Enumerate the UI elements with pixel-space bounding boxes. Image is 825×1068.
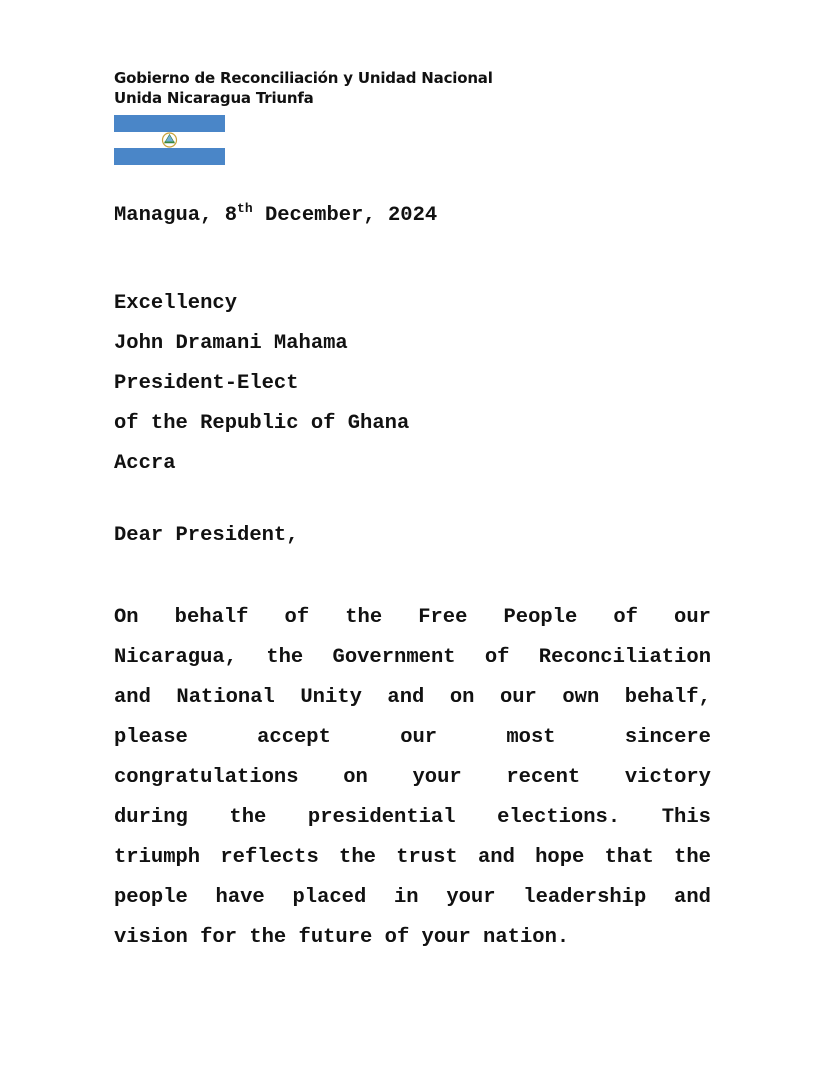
body-line (114, 724, 711, 764)
address-line: President-Elect (114, 372, 299, 395)
body-word: during (114, 806, 188, 829)
address-line: Accra (114, 452, 176, 475)
body-word: triumph (114, 846, 201, 869)
body-word: recent (506, 766, 581, 789)
body-word: most (506, 726, 556, 749)
body-word: that (604, 846, 654, 869)
body-word: and (674, 886, 711, 909)
body-word: elections. (497, 806, 621, 829)
salutation: Dear President, (114, 524, 299, 547)
body-word: your (412, 766, 462, 789)
date-suffix: December, 2024 (252, 204, 438, 227)
body-word: On (114, 606, 139, 629)
body-word: Free (418, 606, 468, 629)
body-word: our (400, 726, 438, 749)
body-word: the (339, 846, 376, 869)
body-word: Nicaragua, (114, 646, 238, 669)
recipient-address (114, 284, 409, 484)
body-line (114, 884, 711, 924)
body-word: and (114, 686, 151, 709)
body-line (114, 924, 711, 964)
body-word: people (114, 886, 188, 909)
nicaragua-flag-icon (114, 115, 225, 165)
body-word: on (343, 766, 368, 789)
body-word: hope (535, 846, 585, 869)
address-line: John Dramani Mahama (114, 332, 348, 355)
address-line: of the Republic of Ghana (114, 412, 410, 435)
body-word: on (449, 686, 475, 709)
body-word: please (114, 726, 188, 749)
body-word: This (661, 806, 711, 829)
body-word: have (215, 886, 265, 909)
body-word: Unity (300, 686, 362, 709)
body-word: placed (292, 886, 367, 909)
body-word: of (484, 646, 510, 669)
address-line: Excellency (114, 292, 238, 315)
body-line (114, 604, 711, 644)
body-word: of (284, 606, 310, 629)
body-word: own (562, 686, 600, 709)
body-word: National (176, 686, 275, 709)
flag-top-stripe (114, 115, 225, 132)
date-prefix: Managua, 8 (114, 204, 238, 227)
body-word: trust (396, 846, 458, 869)
body-word: and (387, 686, 425, 709)
body-line-text: vision for the future of your nation. (114, 926, 570, 949)
flag-bottom-stripe (114, 148, 225, 165)
body-word: leadership (523, 886, 647, 909)
body-line (114, 844, 711, 884)
body-word: behalf, (624, 686, 711, 709)
body-word: of (613, 606, 638, 629)
body-word: People (503, 606, 578, 629)
body-line (114, 644, 711, 684)
body-line (114, 684, 711, 724)
letterhead-government-name: Gobierno de Reconciliación y Unidad Nacional (114, 69, 493, 87)
letter-body (114, 604, 711, 964)
body-word: your (446, 886, 496, 909)
body-word: and (477, 846, 515, 869)
body-word: the (345, 606, 383, 629)
body-word: Reconciliation (538, 646, 711, 669)
body-word: the (266, 646, 304, 669)
body-word: congratulations (114, 766, 299, 789)
body-word: the (229, 806, 267, 829)
body-word: our (499, 686, 537, 709)
body-word: victory (624, 766, 711, 789)
body-word: reflects (220, 846, 319, 869)
letterhead-slogan: Unida Nicaragua Triunfa (114, 89, 314, 107)
letterhead (114, 68, 493, 108)
date-ordinal: th (237, 201, 253, 216)
body-word: accept (257, 726, 331, 749)
letter-date (114, 201, 438, 227)
body-word: the (674, 846, 711, 869)
body-word: behalf (174, 606, 249, 629)
body-line (114, 804, 711, 844)
body-word: Government (332, 646, 456, 669)
body-word: presidential (307, 806, 456, 829)
body-word: our (674, 606, 711, 629)
body-word: in (394, 886, 419, 909)
body-word: sincere (624, 726, 711, 749)
body-line (114, 764, 711, 804)
